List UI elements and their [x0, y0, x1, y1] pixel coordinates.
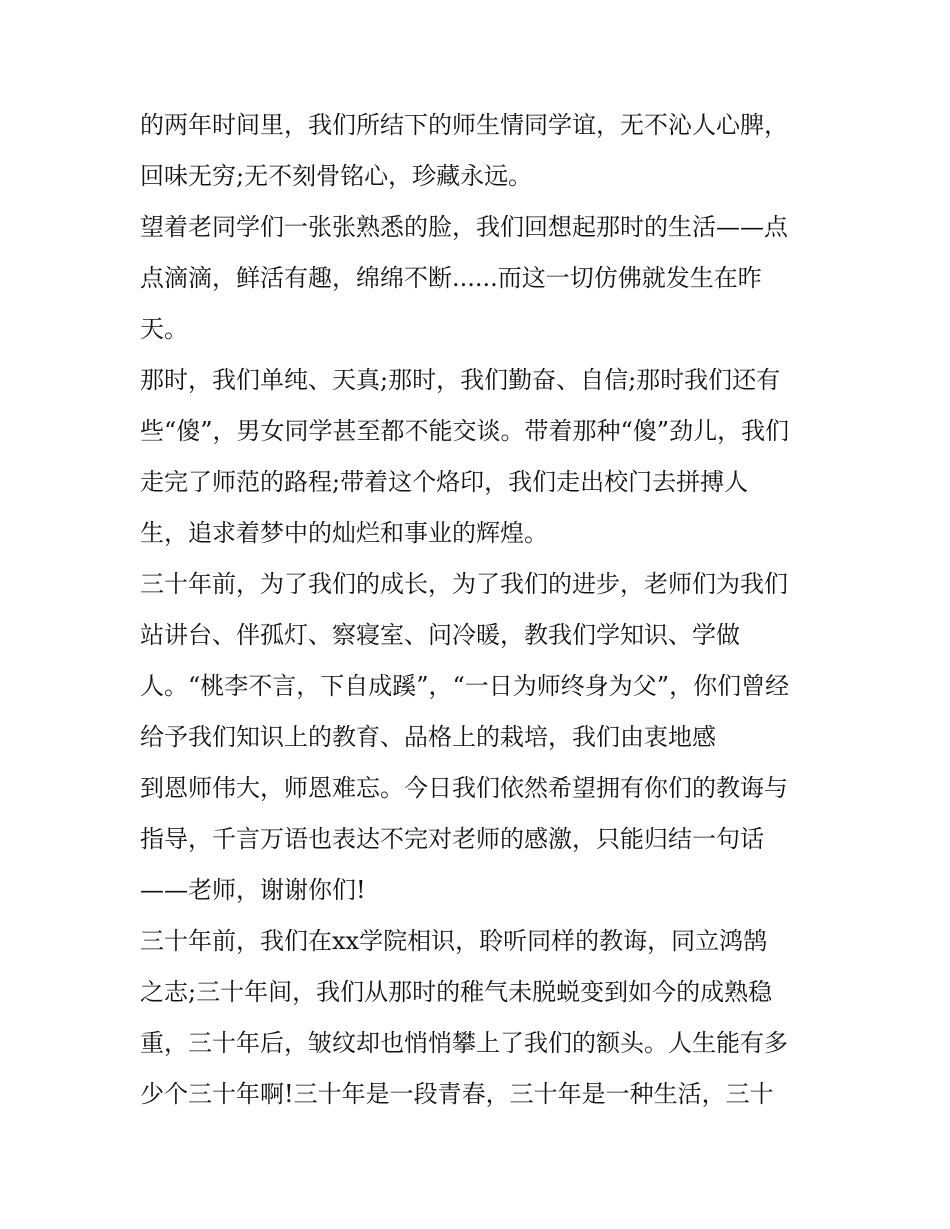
- text-line: 走完了师范的路程;带着这个烙印，我们走出校门去拼搏人: [140, 468, 749, 496]
- body-text: [140, 100, 820, 1120]
- text-line: 那时，我们单纯、天真;那时，我们勤奋、自信;那时我们还有: [140, 366, 781, 394]
- text-line: 些“傻”，男女同学甚至都不能交谈。带着那种“傻”劲儿，我们: [140, 417, 790, 445]
- text-line: 到恩师伟大，师恩难忘。今日我们依然希望拥有你们的教诲与: [140, 774, 788, 802]
- text-line: ——老师，谢谢你们!: [140, 876, 366, 904]
- text-line: 指导，千言万语也表达不完对老师的感激，只能归结一句话: [140, 825, 764, 853]
- text-line: 之志;三十年间，我们从那时的稚气未脱蜕变到如今的成熟稳: [140, 978, 773, 1006]
- text-line: 给予我们知识上的教育、品格上的栽培，我们由衷地感: [140, 723, 716, 751]
- text-line: 望着老同学们一张张熟悉的脸，我们回想起那时的生活——点: [140, 213, 788, 241]
- text-line: 少个三十年啊!三十年是一段青春，三十年是一种生活，三十: [140, 1080, 774, 1108]
- text-line: 站讲台、伴孤灯、察寝室、问冷暖，教我们学知识、学做: [140, 621, 740, 649]
- text-line: 生，追求着梦中的灿烂和事业的辉煌。: [140, 519, 548, 547]
- text-line: 三十年前，为了我们的成长，为了我们的进步，老师们为我们: [140, 570, 788, 598]
- text-line: 点滴滴，鲜活有趣，绵绵不断......而这一切仿佛就发生在昨: [140, 264, 762, 292]
- text-line: 三十年前，我们在xx学院相识，聆听同样的教诲，同立鸿鹄: [140, 927, 768, 955]
- text-line: 重，三十年后，皱纹却也悄悄攀上了我们的额头。人生能有多: [140, 1029, 788, 1057]
- text-line: 回味无穷;无不刻骨铭心，珍藏永远。: [140, 162, 533, 190]
- text-line: 人。“桃李不言，下自成蹊”，“一日为师终身为父”，你们曾经: [140, 672, 790, 700]
- text-line: 的两年时间里，我们所结下的师生情同学谊，无不沁人心脾，: [140, 111, 788, 139]
- text-line: 天。: [140, 315, 188, 343]
